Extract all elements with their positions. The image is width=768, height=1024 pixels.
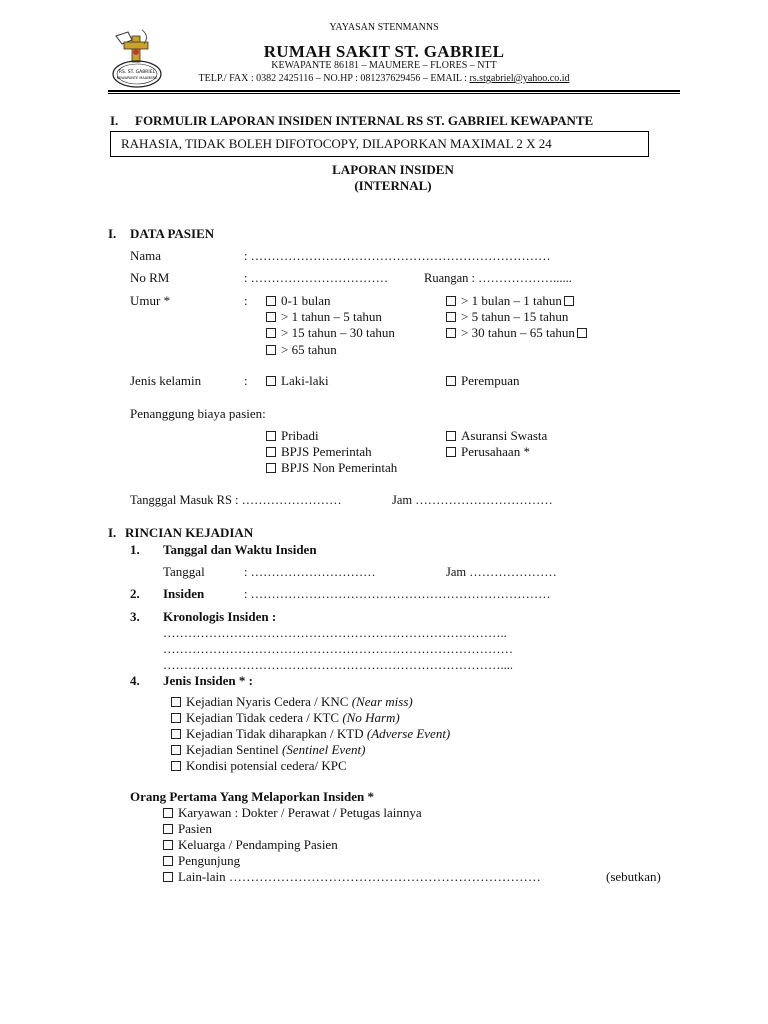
- checkbox-icon: [171, 729, 181, 739]
- checkbox-icon: [446, 447, 456, 457]
- incident-type-option[interactable]: Kejadian Tidak cedera / KTC (No Harm): [171, 710, 400, 726]
- checkbox-icon: [446, 431, 456, 441]
- checkbox-icon: [564, 296, 574, 306]
- hospital-contact: [0, 73, 768, 84]
- q1-label: Tanggal dan Waktu Insiden: [163, 542, 317, 557]
- svg-text:KEWAPANTE MAUMERE: KEWAPANTE MAUMERE: [116, 76, 158, 80]
- checkbox-icon: [266, 296, 276, 306]
- checkbox-icon: [163, 872, 173, 882]
- checkbox-icon: [266, 463, 276, 473]
- q3-label: Kronologis Insiden :: [163, 609, 277, 624]
- confidential-notice: RAHASIA, TIDAK BOLEH DIFOTOCOPY, DILAPORKAN MAXIMAL 2 X 24: [121, 136, 552, 151]
- checkbox-icon: [163, 856, 173, 866]
- admission-time-field[interactable]: Jam ……………………………: [392, 493, 553, 507]
- reporter-option[interactable]: Keluarga / Pendamping Pasien: [163, 837, 338, 853]
- admission-date-field[interactable]: Tangggal Masuk RS : ……………………: [130, 493, 342, 507]
- header-rule-thin: [108, 93, 680, 94]
- checkbox-icon: [171, 761, 181, 771]
- checkbox-icon: [171, 697, 181, 707]
- header-rule: [108, 90, 680, 92]
- incident-type-option[interactable]: Kondisi potensial cedera/ KPC: [171, 758, 347, 774]
- email-link[interactable]: rs.stgabriel@yahoo.co.id: [469, 73, 570, 84]
- incident-date-field[interactable]: : …………………………: [244, 565, 376, 579]
- q1-num: 1.: [130, 542, 140, 557]
- nama-label: Nama: [130, 248, 162, 263]
- norm-label: No RM: [130, 270, 170, 285]
- incident-date-label: Tanggal: [163, 564, 205, 579]
- checkbox-icon: [266, 312, 276, 322]
- reporter-option[interactable]: Karyawan : Dokter / Perawat / Petugas lainnya: [163, 805, 422, 821]
- chronology-line[interactable]: ………………………………………………………………………..: [163, 626, 507, 640]
- payer-option[interactable]: BPJS Pemerintah: [266, 444, 372, 460]
- reporter-option[interactable]: Pasien: [163, 821, 212, 837]
- checkbox-icon: [446, 312, 456, 322]
- report-title: LAPORAN INSIDEN: [332, 162, 454, 177]
- hospital-address: KEWAPANTE 86181 – MAUMERE – FLORES – NTT: [271, 60, 497, 71]
- norm-field[interactable]: : ……………………………: [244, 271, 389, 285]
- age-option[interactable]: > 1 tahun – 5 tahun: [266, 309, 382, 325]
- reporter-option[interactable]: Pengunjung: [163, 853, 240, 869]
- report-subtitle: (INTERNAL): [354, 178, 432, 193]
- checkbox-icon: [171, 713, 181, 723]
- q3-num: 3.: [130, 609, 140, 624]
- reporter-heading: Orang Pertama Yang Melaporkan Insiden *: [130, 789, 374, 804]
- age-option[interactable]: > 30 tahun – 65 tahun: [446, 325, 592, 341]
- section-num: I.: [108, 226, 117, 241]
- checkbox-icon: [163, 808, 173, 818]
- payer-label: Penanggung biaya pasien:: [130, 406, 266, 421]
- reporter-option[interactable]: Lain-lain ………………………………………………………………: [163, 869, 541, 885]
- form-heading: FORMULIR LAPORAN INSIDEN INTERNAL RS ST. GABRIEL KEWAPANTE: [135, 113, 594, 128]
- incident-type-option[interactable]: Kejadian Sentinel (Sentinel Event): [171, 742, 365, 758]
- age-option[interactable]: 0-1 bulan: [266, 293, 330, 309]
- checkbox-icon: [266, 431, 276, 441]
- foundation-name: YAYASAN STENMANNS: [329, 22, 439, 33]
- gender-option-female[interactable]: Perempuan: [446, 373, 519, 389]
- checkbox-icon: [266, 376, 276, 386]
- incident-type-option[interactable]: Kejadian Tidak diharapkan / KTD (Adverse Event): [171, 726, 450, 742]
- chronology-line[interactable]: ………………………………………………………………………....: [163, 658, 513, 672]
- checkbox-icon: [266, 345, 276, 355]
- gender-colon: :: [244, 373, 248, 388]
- payer-option[interactable]: BPJS Non Pemerintah: [266, 460, 397, 476]
- checkbox-icon: [266, 328, 276, 338]
- section-rincian-kejadian: RINCIAN KEJADIAN: [125, 525, 254, 540]
- q4-label: Jenis Insiden * :: [163, 673, 253, 688]
- svg-text:RS. ST. GABRIEL: RS. ST. GABRIEL: [118, 70, 156, 75]
- incident-time-field[interactable]: Jam …………………: [446, 565, 557, 579]
- age-option[interactable]: > 1 bulan – 1 tahun: [446, 293, 579, 309]
- gender-label: Jenis kelamin: [130, 373, 202, 388]
- age-option[interactable]: > 15 tahun – 30 tahun: [266, 325, 395, 341]
- incident-type-option[interactable]: Kejadian Nyaris Cedera / KNC (Near miss): [171, 694, 413, 710]
- incident-field[interactable]: : ………………………………………………………………: [244, 587, 551, 601]
- nama-field[interactable]: : ………………………………………………………………: [244, 249, 551, 263]
- contact-text: TELP./ FAX : 0382 2425116 – NO.HP : 081237629456 – EMAIL :: [198, 73, 470, 84]
- hospital-name: RUMAH SAKIT ST. GABRIEL: [263, 42, 505, 61]
- checkbox-icon: [163, 840, 173, 850]
- sebutkan-note: (sebutkan): [606, 869, 661, 884]
- age-option[interactable]: > 5 tahun – 15 tahun: [446, 309, 568, 325]
- q4-num: 4.: [130, 673, 140, 688]
- ruangan-field[interactable]: Ruangan : ………………......: [424, 271, 572, 285]
- checkbox-icon: [446, 376, 456, 386]
- checkbox-icon: [171, 745, 181, 755]
- chronology-line[interactable]: …………………………………………………………………………: [163, 642, 513, 656]
- confidential-notice-box: [110, 131, 649, 157]
- section-num: I.: [108, 525, 117, 540]
- form-heading-num: I.: [110, 113, 119, 128]
- checkbox-icon: [266, 447, 276, 457]
- payer-option[interactable]: Asuransi Swasta: [446, 428, 547, 444]
- age-option[interactable]: > 65 tahun: [266, 342, 337, 358]
- gender-option-male[interactable]: Laki-laki: [266, 373, 329, 389]
- payer-option[interactable]: Pribadi: [266, 428, 319, 444]
- checkbox-icon: [446, 296, 456, 306]
- checkbox-icon: [163, 824, 173, 834]
- checkbox-icon: [577, 328, 587, 338]
- section-data-pasien: DATA PASIEN: [130, 226, 215, 241]
- umur-label: Umur *: [130, 293, 171, 308]
- umur-colon: :: [244, 293, 248, 308]
- q2-num: 2.: [130, 586, 140, 601]
- checkbox-icon: [446, 328, 456, 338]
- q2-label: Insiden: [163, 586, 205, 601]
- payer-option[interactable]: Perusahaan *: [446, 444, 530, 460]
